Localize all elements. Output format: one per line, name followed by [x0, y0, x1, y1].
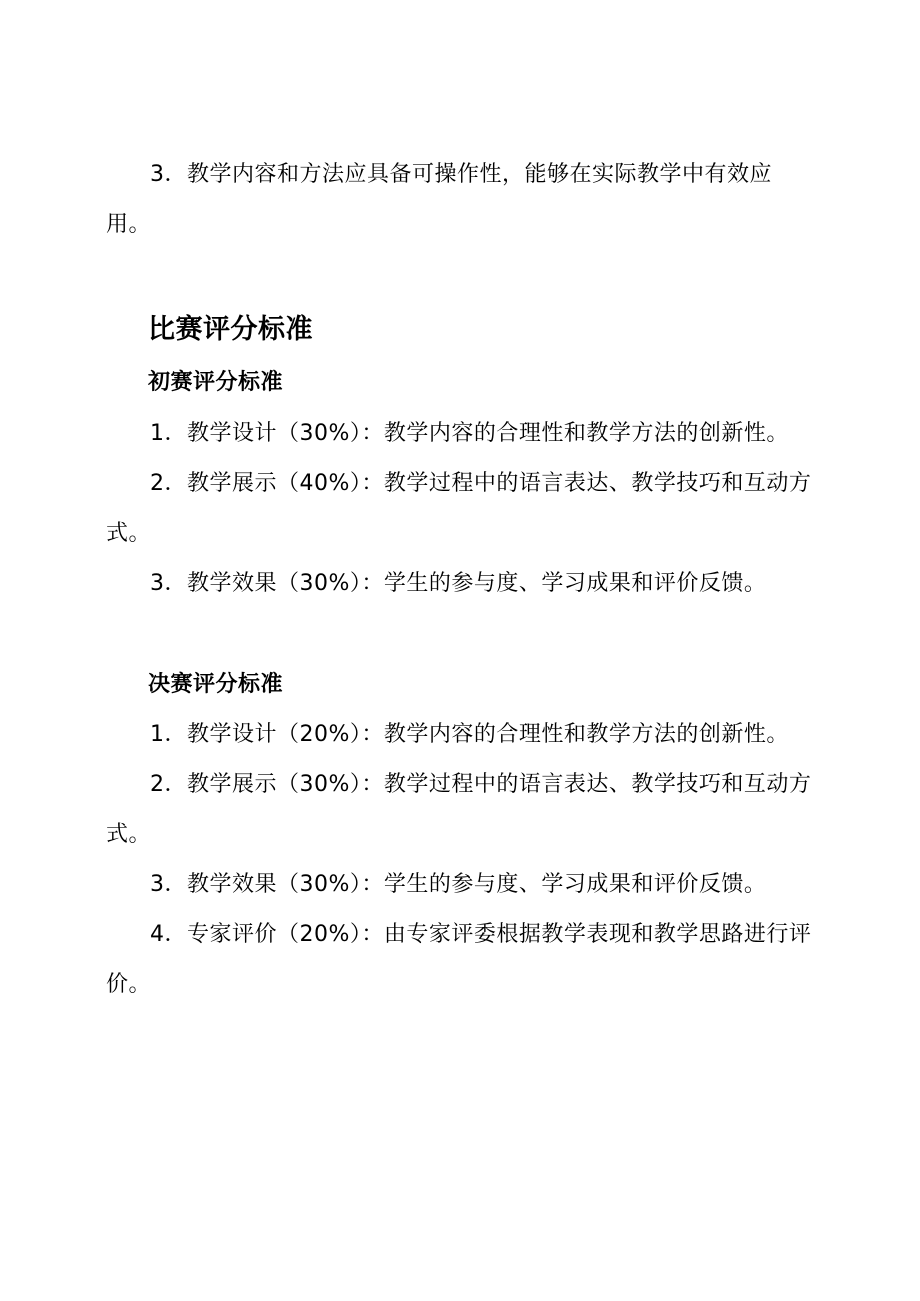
preliminary-item-1: 1．教学设计（30%）：教学内容的合理性和教学方法的创新性。: [150, 421, 789, 446]
final-item-2: 2．教学展示（30%）：教学过程中的语言表达、教学技巧和互动方式。: [106, 772, 812, 847]
final-title: 决赛评分标准: [148, 672, 284, 697]
preliminary-item-2: 2．教学展示（40%）：教学过程中的语言表达、教学技巧和互动方式。: [106, 471, 812, 546]
intro-item-3: 3．教学内容和方法应具备可操作性，能够在实际教学中有效应用。: [106, 162, 772, 237]
preliminary-item-3: 3．教学效果（30%）：学生的参与度、学习成果和评价反馈。: [150, 571, 767, 596]
final-item-4: 4．专家评价（20%）：由专家评委根据教学表现和教学思路进行评价。: [106, 922, 812, 997]
final-item-3: 3．教学效果（30%）：学生的参与度、学习成果和评价反馈。: [150, 872, 767, 897]
final-item-1: 1．教学设计（20%）：教学内容的合理性和教学方法的创新性。: [150, 722, 789, 747]
section-title: 比赛评分标准: [148, 314, 313, 345]
preliminary-title: 初赛评分标准: [148, 370, 284, 395]
